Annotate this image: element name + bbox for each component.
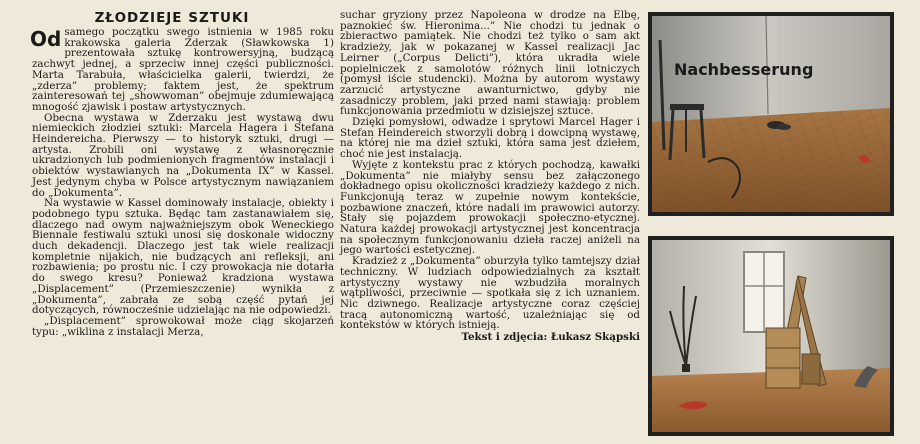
photo-1-lettering: Nachbesserung <box>674 60 814 79</box>
paragraph-1 <box>32 27 334 113</box>
paragraph-1-text: samego początku swego istnienia w 1985 roku krakowska galeria Zderzak (Sławkowska 1) prezentowała sztukę kontrowersyjną, budzącą zachwyt jednej, a sprzeciw innej części publiczności. Marta Tarabuła, właścicielka galerii, twierdzi, że „zderza” problemy; faktem jest, że spektrum zainteresowań tej „showwoman” obejmuje zdumiewającą mnogość zjawisk i postaw artystycznych. <box>32 26 334 113</box>
drop-cap: Od <box>30 27 62 51</box>
photo-gallery-installation-2 <box>648 236 894 436</box>
article-title: ZŁODZIEJE SZTUKI <box>94 10 250 26</box>
paragraph-4: „Displacement” sprowokował może ciąg skojarzeń typu: „wiklina z instalacji Merza, <box>32 314 334 338</box>
paragraph-2: Obecna wystawa w Zderzaku jest wystawą dwu niemieckich złodziei sztuki: Marcela Hagera i Stefana Heindereicha. Pierwszy — to historyk sztuki, drugi — artysta. Zrobili oni wystawę z własnoręcznie ukradzionych lub podmienionych fragmentów instalacji i obiektów wystawianych na „Dokumenta IX” w Kassel. Jest jedynym chyba w Polsce artystycznym nawiązaniem do „Dokumenta”. <box>32 111 334 199</box>
photo-2-image <box>648 236 894 436</box>
photo-1-image <box>648 12 894 216</box>
paragraph-6: Dzięki pomysłowi, odwadze i sprytowi Marcel Hager i Stefan Heindereich stworzyli dobrą i dowcipną wystawę, na której nie ma dzieł sztuki, która sama jest dziełem, choć nie jest instalacją. <box>340 116 640 161</box>
article-column-2 <box>340 10 640 343</box>
paragraph-5: suchar gryziony przez Napoleona w drodze na Elbę, paznokieć św. Hieronima...” Nie chodzi tu jednak o zbieractwo pamiątek. Nie chodzi też tylko o sam akt kradzieży, jak w pokazanej w Kassel realizacji Jac Leirner („Corpus Delicti”), która ukradła wiele popielniczek z samolotów różnych linii lotniczych (pomysł iście studencki). Można by autorom wystawy zarzucić artystyczne awanturnictwo, gdyby nie zasadniczy problem, jaki przed nami stawiają: problem funkcjonowania przedmiotu w dzisiejszej sztuce. <box>340 9 640 118</box>
paragraph-3: Na wystawie w Kassel dominowały instalacje, obiekty i podobnego typu sztuka. Będąc tam zastanawiałem się, dlaczego nad owym najważniejszym obok Weneckiego Biennale festiwalu sztuki unosi się doskonale widoczny duch dekadencji. Dlaczego jest tak wiele realizacji kompletnie nijakich, nie budzących ani refleksji, ani rozbawienia; po prostu nic. I czy prowokacja nie dotarła do swego kresu? Ponieważ kradziona wystawa „Displacement” (Przemieszczenie) wynikła z „Dokumenta”, zabrała ze sobą część pytań jej dotyczących, równocześnie udzielając na nie odpowiedzi. <box>32 197 334 317</box>
photo-credit: Tekst i zdjęcia: Łukasz Skąpski <box>461 331 640 344</box>
paragraph-7: Wyjęte z kontekstu prac z których pochodzą, kawałki „Dokumenta” nie miałyby sensu bez załączonego dokładnego opisu okoliczności kradzieży każdego z nich. Funkcjonują teraz w zupełnie nowym kontekście, pozbawione znaczeń, które nadali im prawowici autorzy. Stały się pojazdem prowokacji społeczno-etycznej. Natura każdej prowokacji artystycznej jest koncentracja na społecznym funkcjonowaniu dzieła raczej aniżeli na jego wartości estetycznej. <box>340 158 640 257</box>
article-column-1 <box>32 27 334 337</box>
photo-gallery-installation-1 <box>648 12 894 216</box>
paragraph-8: Kradzież z „Dokumenta” oburzyła tylko tamtejszy dział techniczny. W ludziach odpowiedzialnych za kształt artystyczny wystawy nie wzbudziła moralnych wątpliwości, przeciwnie — spotkała się z ich uznaniem. Nic dziwnego. Realizacje artystyczne coraz częściej tracą autonomiczną wartość, uzależniając się od kontekstów w których istnieją. <box>340 255 640 332</box>
